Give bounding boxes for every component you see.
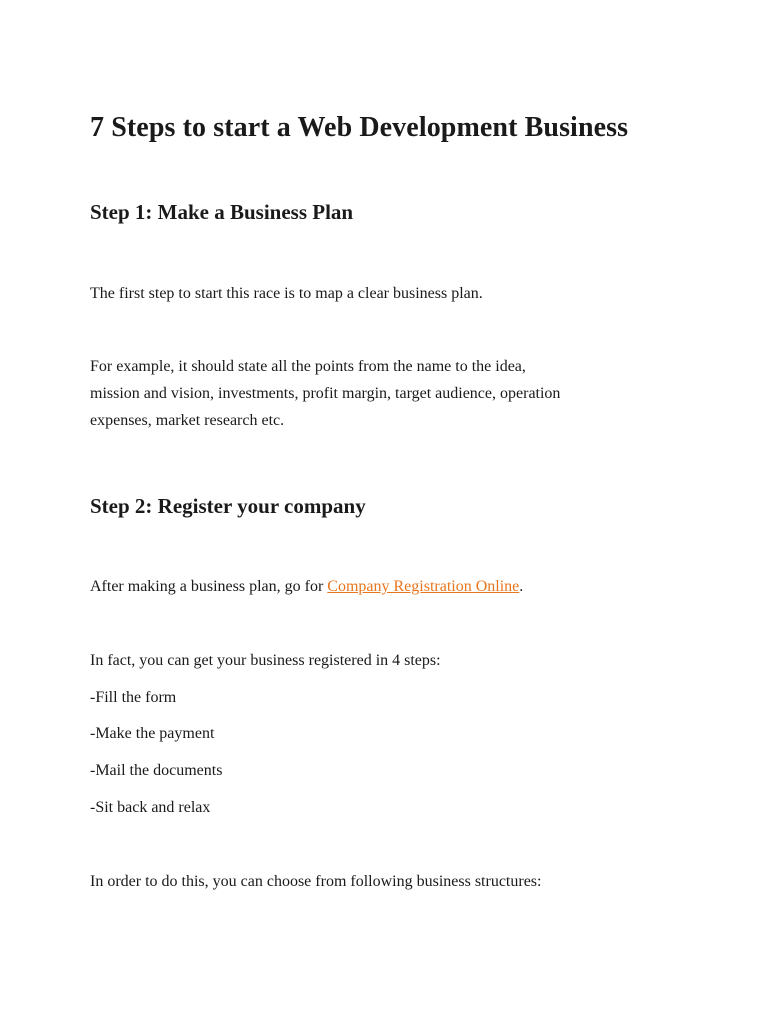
document-title: 7 Steps to start a Web Development Business: [90, 112, 629, 143]
list-item-mail-documents: -Mail the documents: [90, 762, 223, 779]
step2-paragraph-2: In fact, you can get your business registered in 4 steps:: [90, 652, 441, 669]
step1-paragraph-2-line-3: expenses, market research etc.: [90, 412, 285, 429]
step2-paragraph-3: In order to do this, you can choose from following business structures:: [90, 873, 542, 890]
step2-paragraph-1-end: .: [519, 578, 524, 595]
company-registration-link[interactable]: Company Registration Online: [327, 578, 520, 595]
list-item-fill-form: -Fill the form: [90, 689, 177, 706]
step1-paragraph-1: The first step to start this race is to map a clear business plan.: [90, 285, 483, 302]
list-item-make-payment: -Make the payment: [90, 725, 215, 742]
step1-paragraph-2-line-2: mission and vision, investments, profit margin, target audience, operation: [90, 385, 561, 402]
step2-paragraph-1: [90, 573, 523, 600]
step1-heading: Step 1: Make a Business Plan: [90, 200, 354, 224]
step2-heading: Step 2: Register your company: [90, 494, 366, 518]
step2-paragraph-1-text: After making a business plan, go for: [90, 578, 328, 595]
list-item-sit-back: -Sit back and relax: [90, 799, 211, 816]
step1-paragraph-2-line-1: For example, it should state all the points from the name to the idea,: [90, 358, 526, 375]
